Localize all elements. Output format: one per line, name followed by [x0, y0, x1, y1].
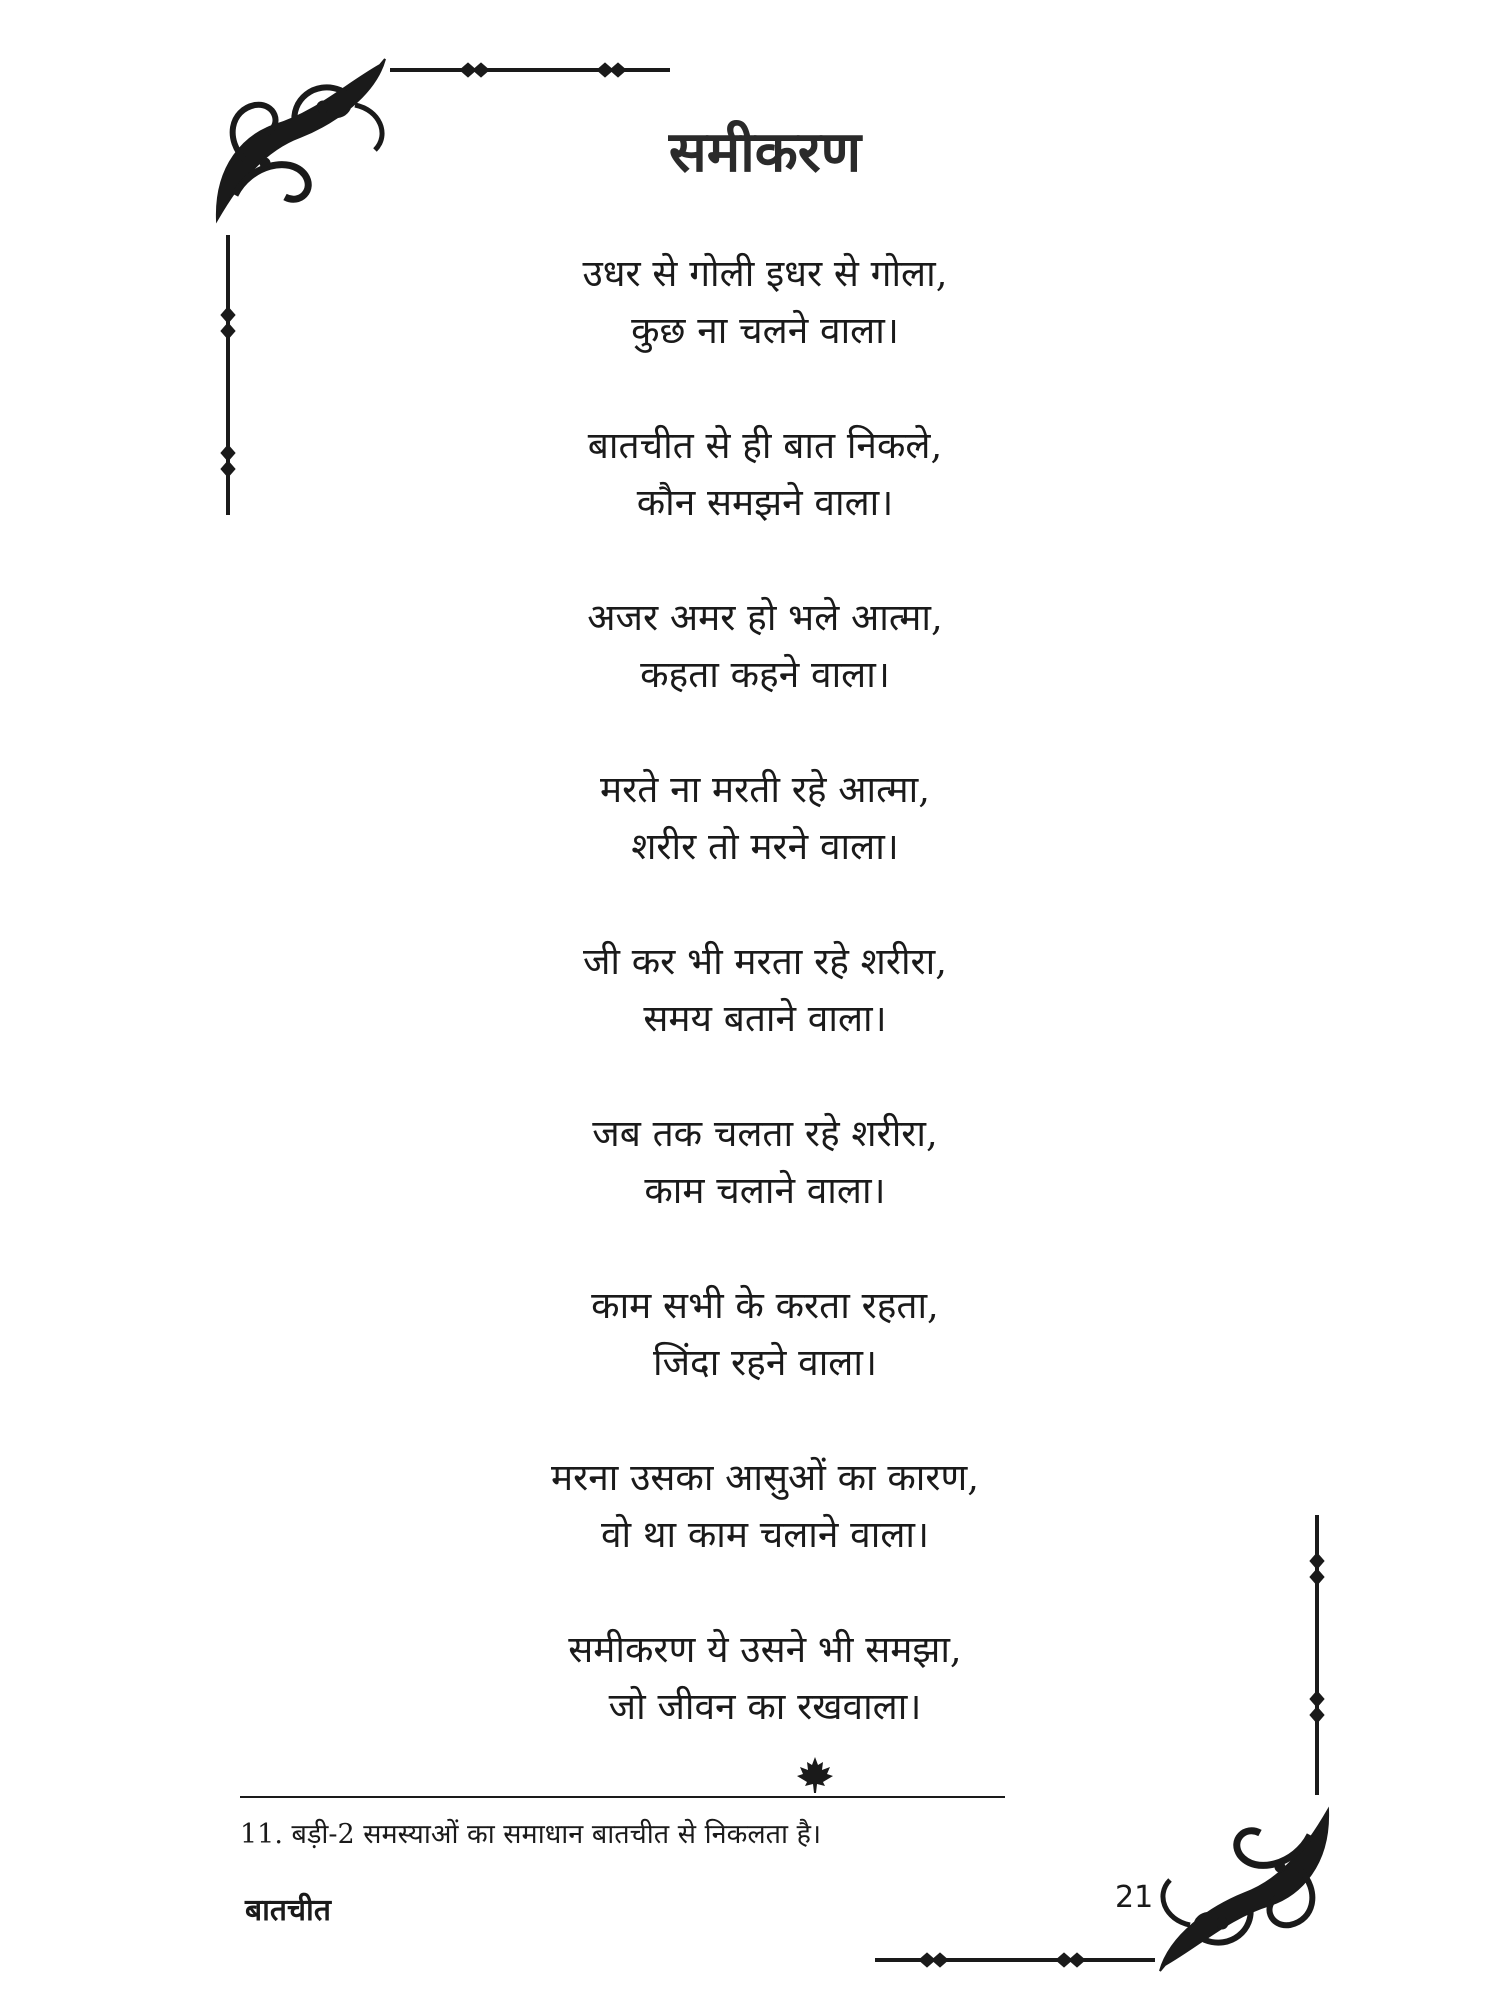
footnote-divider	[240, 1796, 1005, 1798]
stanza	[30, 761, 1500, 933]
page-title: समीकरण	[668, 120, 862, 185]
poem-line: मरते ना मरती रहे आत्मा,	[600, 768, 930, 811]
footnote: 11. बड़ी-2 समस्याओं का समाधान बातचीत से निकलता है।	[240, 1819, 822, 1850]
stanza	[30, 1449, 1500, 1621]
stanza	[30, 245, 1500, 417]
stanza	[30, 589, 1500, 761]
stanza	[30, 1277, 1500, 1449]
poem-line: समय बताने वाला।	[643, 997, 887, 1040]
maple-leaf-icon	[795, 1755, 835, 1795]
poem-body	[0, 245, 1500, 1793]
poem-line: शरीर तो मरने वाला।	[631, 825, 899, 868]
poem-line: जो जीवन का रखवाला।	[608, 1685, 922, 1728]
poem-line: जी कर भी मरता रहे शरीरा,	[582, 940, 948, 983]
poem-line: कुछ ना चलने वाला।	[631, 309, 899, 352]
poem-line: उधर से गोली इधर से गोला,	[582, 252, 948, 295]
poem-line: मरना उसका आसुओं का कारण,	[551, 1456, 979, 1499]
poem-line: कौन समझने वाला।	[636, 481, 894, 524]
poem-line: कहता कहने वाला।	[640, 653, 890, 696]
stanza	[30, 933, 1500, 1105]
poem-line: समीकरण ये उसने भी समझा,	[568, 1628, 962, 1671]
stanza	[30, 1105, 1500, 1277]
poem-line: काम सभी के करता रहता,	[591, 1284, 939, 1327]
poem-line: बातचीत से ही बात निकले,	[587, 424, 943, 467]
poem-line: जब तक चलता रहे शरीरा,	[592, 1112, 938, 1155]
poem-line: जिंदा रहने वाला।	[653, 1341, 877, 1384]
poem-line: वो था काम चलाने वाला।	[600, 1513, 930, 1556]
page-number: 21	[1115, 1880, 1154, 1915]
running-footer-title: बातचीत	[245, 1893, 331, 1928]
stanza	[30, 1621, 1500, 1793]
poem-line: काम चलाने वाला।	[644, 1169, 886, 1212]
stanza	[30, 417, 1500, 589]
poem-line: अजर अमर हो भले आत्मा,	[587, 596, 943, 639]
